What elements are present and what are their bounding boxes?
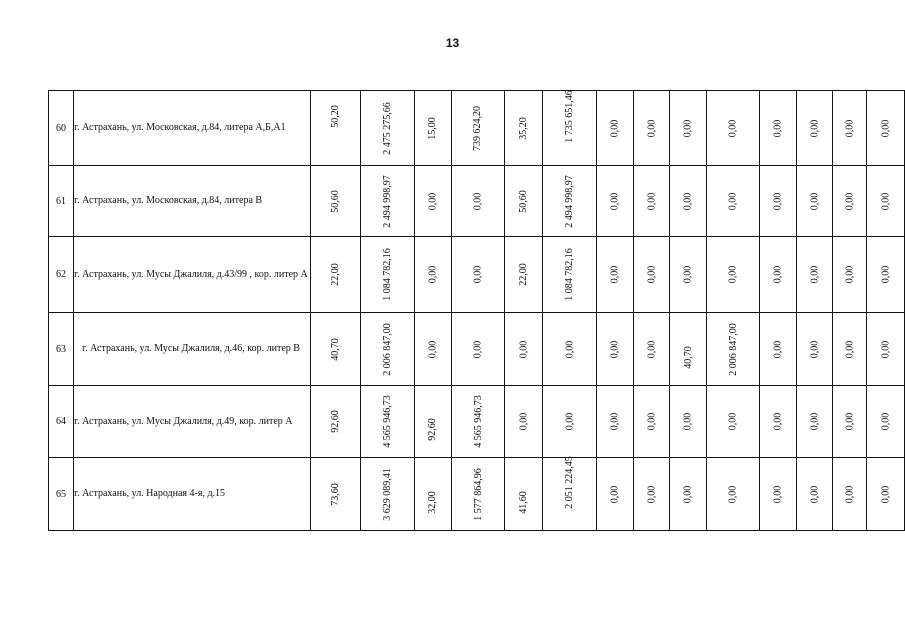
- row-number: 61: [49, 166, 74, 237]
- value-cell: 1 577 864,96: [451, 458, 505, 531]
- value-cell: 0,00: [760, 166, 797, 237]
- value-cell: 4 565 946,73: [451, 386, 505, 458]
- value-cell: 0,00: [596, 237, 633, 313]
- value-cell: 92,60: [414, 386, 451, 458]
- value-cell: 0,00: [505, 386, 543, 458]
- value-cell: 40,70: [310, 313, 360, 386]
- value-cell: 2 494 998,97: [361, 166, 415, 237]
- value-cell: 0,00: [669, 386, 706, 458]
- address-cell: г. Астрахань, ул. Московская, д.84, литера В: [74, 166, 311, 237]
- value-cell: 739 624,20: [451, 91, 505, 166]
- value-cell: 0,00: [634, 237, 670, 313]
- value-cell: 0,00: [867, 237, 905, 313]
- value-cell: 0,00: [760, 91, 797, 166]
- value-cell: 2 006 847,00: [361, 313, 415, 386]
- value-cell: 0,00: [832, 237, 867, 313]
- value-cell: 0,00: [543, 313, 597, 386]
- value-cell: 40,70: [669, 313, 706, 386]
- table-row: [49, 166, 905, 237]
- value-cell: 0,00: [634, 166, 670, 237]
- value-cell: 3 629 089,41: [361, 458, 415, 531]
- value-cell: 0,00: [760, 313, 797, 386]
- table-row: [49, 237, 905, 313]
- data-table: [48, 90, 905, 531]
- value-cell: 0,00: [669, 91, 706, 166]
- table-row: [49, 386, 905, 458]
- value-cell: 2 051 224,45: [543, 458, 597, 531]
- value-cell: 1 084 782,16: [361, 237, 415, 313]
- value-cell: 0,00: [760, 386, 797, 458]
- value-cell: 0,00: [706, 386, 760, 458]
- value-cell: 0,00: [867, 386, 905, 458]
- value-cell: 35,20: [505, 91, 543, 166]
- address-cell: г. Астрахань, ул. Мусы Джалиля, д.43/99 , кор. литер А: [74, 237, 311, 313]
- value-cell: 0,00: [760, 237, 797, 313]
- page-number: 13: [445, 36, 460, 50]
- value-cell: 0,00: [760, 458, 797, 531]
- value-cell: 1 084 782,16: [543, 237, 597, 313]
- value-cell: 1 735 651,46: [543, 91, 597, 166]
- value-cell: 15,00: [414, 91, 451, 166]
- value-cell: 2 494 998,97: [543, 166, 597, 237]
- value-cell: 0,00: [797, 458, 833, 531]
- value-cell: 0,00: [797, 313, 833, 386]
- value-cell: 4 565 946,73: [361, 386, 415, 458]
- table-row: [49, 313, 905, 386]
- row-number: 63: [49, 313, 74, 386]
- value-cell: 0,00: [832, 458, 867, 531]
- row-number: 62: [49, 237, 74, 313]
- address-cell: г. Астрахань, ул. Народная 4-я, д.15: [74, 458, 311, 531]
- value-cell: 0,00: [867, 166, 905, 237]
- value-cell: 0,00: [797, 91, 833, 166]
- value-cell: 0,00: [414, 166, 451, 237]
- value-cell: 50,60: [505, 166, 543, 237]
- value-cell: 0,00: [596, 91, 633, 166]
- value-cell: 0,00: [706, 237, 760, 313]
- value-cell: 0,00: [414, 237, 451, 313]
- value-cell: 0,00: [414, 313, 451, 386]
- address-cell: г. Астрахань, ул. Мусы Джалиля, д.49, кор. литер А: [74, 386, 311, 458]
- address-cell: г. Астрахань, ул. Московская, д.84, литера А,Б,А1: [74, 91, 311, 166]
- value-cell: 0,00: [451, 166, 505, 237]
- value-cell: 0,00: [832, 91, 867, 166]
- value-cell: 0,00: [669, 166, 706, 237]
- value-cell: 50,60: [310, 166, 360, 237]
- value-cell: 0,00: [634, 458, 670, 531]
- value-cell: 0,00: [543, 386, 597, 458]
- value-cell: 32,00: [414, 458, 451, 531]
- value-cell: 50,20: [310, 91, 360, 166]
- value-cell: 73,60: [310, 458, 360, 531]
- value-cell: 0,00: [634, 386, 670, 458]
- value-cell: 0,00: [669, 237, 706, 313]
- value-cell: 0,00: [706, 166, 760, 237]
- address-cell: г. Астрахань, ул. Мусы Джалиля, д.46, кор. литер В: [74, 313, 311, 386]
- value-cell: 0,00: [451, 313, 505, 386]
- value-cell: 0,00: [451, 237, 505, 313]
- value-cell: 0,00: [867, 313, 905, 386]
- value-cell: 0,00: [832, 313, 867, 386]
- value-cell: 0,00: [797, 166, 833, 237]
- table-row: [49, 458, 905, 531]
- value-cell: 0,00: [832, 166, 867, 237]
- value-cell: 0,00: [706, 458, 760, 531]
- table-row: [49, 91, 905, 166]
- value-cell: 0,00: [634, 91, 670, 166]
- value-cell: 0,00: [596, 386, 633, 458]
- row-number: 60: [49, 91, 74, 166]
- value-cell: 22,00: [505, 237, 543, 313]
- value-cell: 92,60: [310, 386, 360, 458]
- value-cell: 0,00: [596, 166, 633, 237]
- value-cell: 0,00: [706, 91, 760, 166]
- value-cell: 41,60: [505, 458, 543, 531]
- value-cell: 0,00: [596, 313, 633, 386]
- row-number: 64: [49, 386, 74, 458]
- value-cell: 2 006 847,00: [706, 313, 760, 386]
- value-cell: 0,00: [596, 458, 633, 531]
- value-cell: 0,00: [832, 386, 867, 458]
- value-cell: 0,00: [867, 458, 905, 531]
- value-cell: 22,00: [310, 237, 360, 313]
- value-cell: 0,00: [505, 313, 543, 386]
- value-cell: 0,00: [867, 91, 905, 166]
- row-number: 65: [49, 458, 74, 531]
- value-cell: 0,00: [634, 313, 670, 386]
- value-cell: 0,00: [669, 458, 706, 531]
- value-cell: 0,00: [797, 237, 833, 313]
- value-cell: 2 475 275,66: [361, 91, 415, 166]
- value-cell: 0,00: [797, 386, 833, 458]
